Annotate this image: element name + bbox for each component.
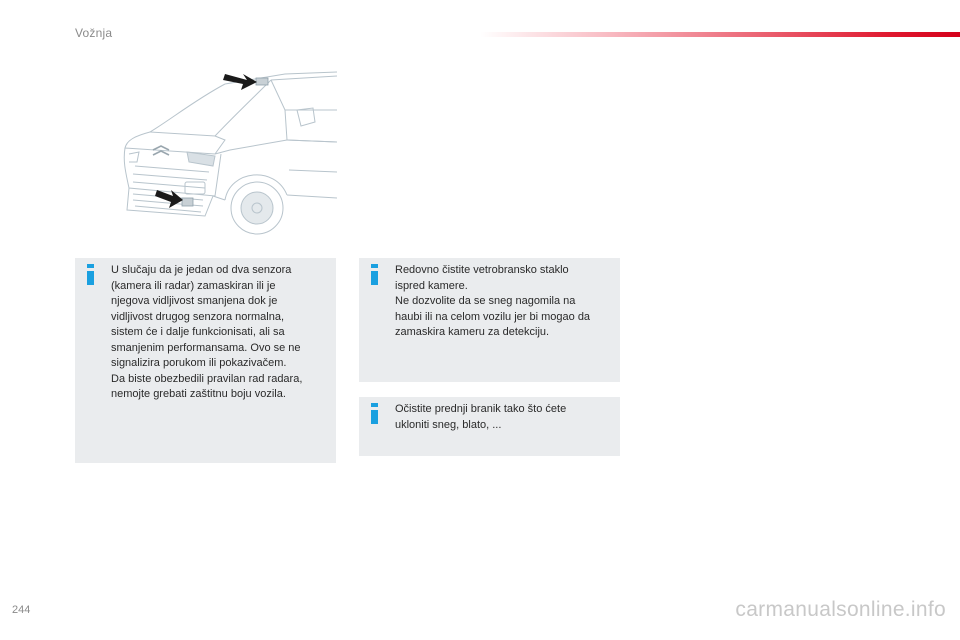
text-line: Ne dozvolite da se sneg nagomila na xyxy=(395,295,576,307)
text-line: zamaskira kameru za detekciju. xyxy=(395,326,550,338)
page-number: 244 xyxy=(12,604,31,616)
text-line: sistem će i dalje funkcionisati, ali sa xyxy=(111,326,285,338)
text-line: Da biste obezbedili pravilan rad radara, xyxy=(111,372,303,385)
radar-housing xyxy=(182,198,193,206)
info-box-windscreen-cleaning xyxy=(359,258,620,382)
windscreen xyxy=(150,80,271,136)
text-line: signalizira porukom ili pokazivačem. xyxy=(111,357,287,369)
text-line: ukloniti sneg, blato, ... xyxy=(395,418,502,431)
info-text xyxy=(111,263,328,403)
section-title: Vožnja xyxy=(75,26,113,40)
info-icon xyxy=(87,264,95,284)
watermark: carmanualsonline.info xyxy=(735,598,946,621)
text-line: njegova vidljivost smanjena dok je xyxy=(111,295,278,307)
text-line: vidljivost drugog senzora normalna, xyxy=(111,310,285,323)
text-line: nemojte grebati zaštitnu boju vozila. xyxy=(111,388,286,400)
info-box-bumper-cleaning xyxy=(359,397,620,456)
header-accent-bar xyxy=(480,32,960,37)
vehicle-illustration xyxy=(75,70,337,242)
mirror xyxy=(297,108,315,126)
camera-housing xyxy=(256,78,268,85)
text-line: Očistite prednji branik tako što ćete xyxy=(395,403,567,415)
info-text xyxy=(395,402,612,433)
text-line: smanjenim performansama. Ovo se ne xyxy=(111,341,301,354)
info-box-sensor-masking xyxy=(75,258,336,463)
text-line: Redovno čistite vetrobransko staklo xyxy=(395,264,569,276)
text-line: ispred kamere. xyxy=(395,279,468,292)
camera-arrow-icon xyxy=(223,74,257,90)
info-icon xyxy=(371,264,379,284)
text-line: haubi ili na celom vozilu jer bi mogao da xyxy=(395,310,591,323)
text-line: U slučaju da je jedan od dva senzora xyxy=(111,264,292,276)
text-line: (kamera ili radar) zamaskiran ili je xyxy=(111,279,276,292)
info-text xyxy=(395,263,612,341)
info-icon xyxy=(371,403,379,423)
